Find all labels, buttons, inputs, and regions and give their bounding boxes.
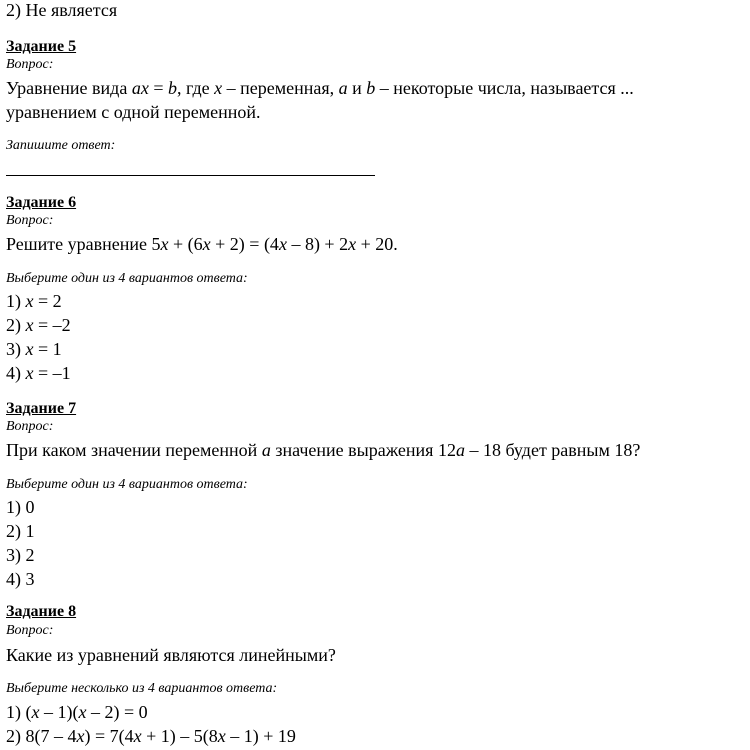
task6-option-2[interactable]: 2) x = –2 bbox=[6, 315, 71, 335]
task5-answer-label: Запишите ответ: bbox=[6, 138, 116, 153]
task8-question-label: Вопрос: bbox=[6, 623, 54, 638]
task7-option-3[interactable]: 3) 2 bbox=[6, 545, 35, 565]
task6-option-3[interactable]: 3) x = 1 bbox=[6, 339, 62, 359]
task7-option-2[interactable]: 2) 1 bbox=[6, 521, 35, 541]
task6-option-4[interactable]: 4) x = –1 bbox=[6, 363, 71, 383]
prev-answer-option: 2) Не является bbox=[6, 0, 118, 20]
task7-heading: Задание 7 bbox=[6, 400, 77, 417]
task7-question: При каком значении переменной a значение выражения 12a – 18 будет равным 18? bbox=[6, 440, 641, 460]
task8-question: Какие из уравнений являются линейными? bbox=[6, 645, 336, 665]
task6-heading: Задание 6 bbox=[6, 194, 77, 211]
task5-answer-field[interactable] bbox=[6, 175, 375, 176]
task7-instruction: Выберите один из 4 вариантов ответа: bbox=[6, 477, 248, 492]
task7-option-4[interactable]: 4) 3 bbox=[6, 569, 35, 589]
task6-option-1[interactable]: 1) x = 2 bbox=[6, 291, 62, 311]
task5-heading: Задание 5 bbox=[6, 38, 77, 55]
task7-option-1[interactable]: 1) 0 bbox=[6, 497, 35, 517]
task7-question-label: Вопрос: bbox=[6, 419, 54, 434]
task8-option-2[interactable]: 2) 8(7 – 4x) = 7(4x + 1) – 5(8x – 1) + 19 bbox=[6, 726, 296, 746]
task8-option-1[interactable]: 1) (x – 1)(x – 2) = 0 bbox=[6, 702, 148, 722]
task5-question-line2: уравнением с одной переменной. bbox=[6, 102, 261, 122]
task8-instruction: Выберите несколько из 4 вариантов ответа: bbox=[6, 681, 278, 696]
task6-instruction: Выберите один из 4 вариантов ответа: bbox=[6, 271, 248, 286]
task6-question: Решите уравнение 5x + (6x + 2) = (4x – 8) + 2x + 20. bbox=[6, 234, 398, 254]
task6-question-label: Вопрос: bbox=[6, 213, 54, 228]
task5-question-label: Вопрос: bbox=[6, 57, 54, 72]
task5-question-line1: Уравнение вида ax = b, где x – переменная, a и b – некоторые числа, называется ... bbox=[6, 78, 634, 98]
task8-heading: Задание 8 bbox=[6, 603, 77, 620]
